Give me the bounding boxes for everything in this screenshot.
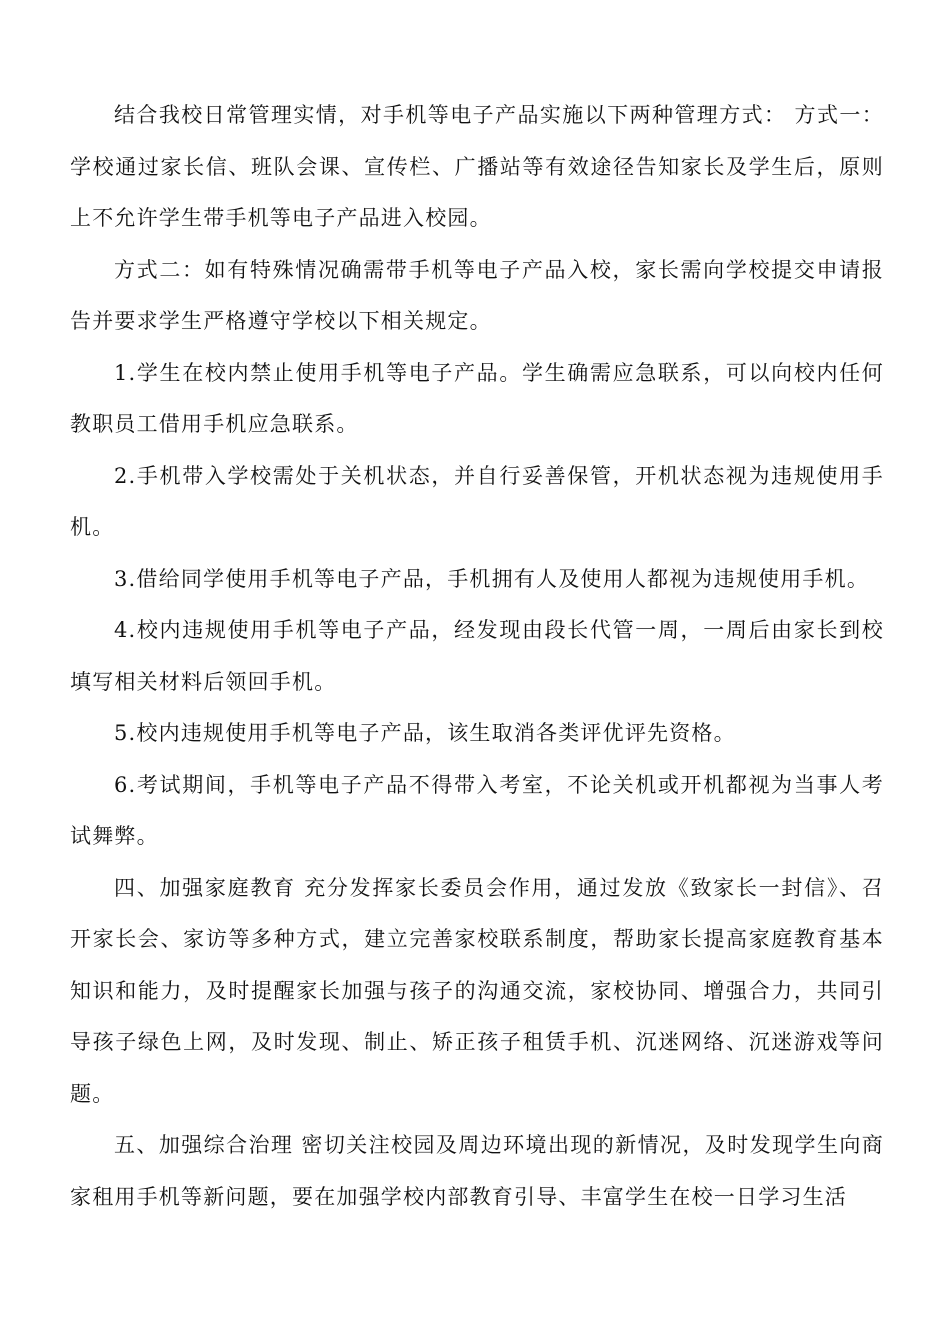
paragraph-section-four-family-education: 四、加强家庭教育 充分发挥家长委员会作用，通过发放《致家长一封信》、召开家长会、家访等多种方式，建立完善家校联系制度，帮助家长提高家庭教育基本知识和能力，及时提醒家长加强与孩子的沟通交流，家校协同、增强合力，共同引导孩子绿色上网，及时发现、制止、矫正孩子租赁手机、沉迷网络、沉迷游戏等问题。 — [70, 875, 884, 1106]
paragraph-rule-2: 2.手机带入学校需处于关机状态，并自行妥善保管，开机状态视为违规使用手机。 — [70, 463, 884, 539]
paragraph-rule-5: 5.校内违规使用手机等电子产品，该生取消各类评优评先资格。 — [114, 721, 736, 745]
paragraph-mode-two: 方式二：如有特殊情况确需带手机等电子产品入校，家长需向学校提交申请报告并要求学生严格遵守学校以下相关规定。 — [70, 257, 884, 333]
paragraph-rule-1: 1.学生在校内禁止使用手机等电子产品。学生确需应急联系，可以向校内任何教职员工借用手机应急联系。 — [70, 360, 884, 436]
paragraph-section-five-comprehensive-governance: 五、加强综合治理 密切关注校园及周边环境出现的新情况，及时发现学生向商家租用手机等新问题，要在加强学校内部教育引导、丰富学生在校一日学习生活 — [70, 1133, 884, 1209]
paragraph-rule-3: 3.借给同学使用手机等电子产品，手机拥有人及使用人都视为违规使用手机。 — [114, 566, 870, 591]
document-body — [70, 90, 884, 1223]
paragraph-rule-4: 4.校内违规使用手机等电子产品，经发现由段长代管一周，一周后由家长到校填写相关材料后领回手机。 — [70, 618, 884, 694]
paragraph-management-modes: 结合我校日常管理实情，对手机等电子产品实施以下两种管理方式： 方式一：学校通过家长信、班队会课、宣传栏、广播站等有效途径告知家长及学生后，原则上不允许学生带手机等电子产品进入校园。 — [70, 103, 884, 230]
paragraph-rule-6: 6.考试期间，手机等电子产品不得带入考室，不论关机或开机都视为当事人考试舞弊。 — [70, 772, 884, 848]
